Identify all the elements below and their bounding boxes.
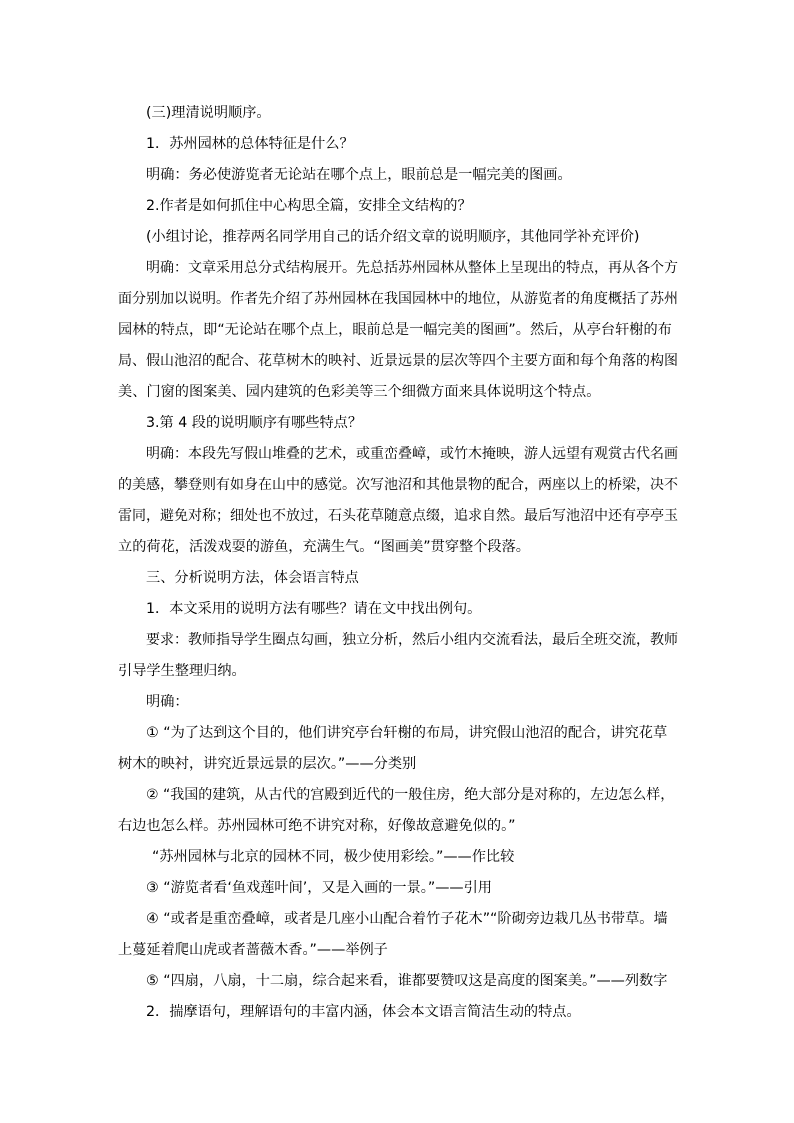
question-2: 2.作者是如何抓住中心构思全篇，安排全文结构的？ <box>146 198 472 214</box>
example-2-line: ② “我国的建筑，从古代的宫殿到近代的一般住房，绝大部分是对称的，左边怎么样， <box>146 787 675 803</box>
requirement-line: 引导学生整理归纳。 <box>118 663 246 679</box>
example-3: ③ “游览者看‘鱼戏莲叶间’，又是入画的一景。”——引用 <box>146 880 492 896</box>
clarify-label: 明确： <box>146 694 189 710</box>
section-heading: (三)理清说明顺序。 <box>146 105 271 121</box>
answer-3-line: 雷同，避免对称；细处也不放过，石头花草随意点缀，追求自然。最后写池沼中还有亭亭玉 <box>118 508 678 524</box>
section-3-heading: 三、分析说明方法，体会语言特点 <box>146 570 359 586</box>
answer-3-line: 明确：本段先写假山堆叠的艺术，或重峦叠嶂，或竹木掩映，游人远望有观赏古代名画 <box>146 446 678 462</box>
example-5: ⑤ “四扇，八扇，十二扇，综合起来看，谁都要赞叹这是高度的图案美。”——列数字 <box>146 973 668 989</box>
answer-2-line: 面分别加以说明。作者先介绍了苏州园林在我国园林中的地位，从游览者的角度概括了苏州 <box>118 291 678 307</box>
example-4-line: ④ “或者是重峦叠嶂，或者是几座小山配合着竹子花木”“阶砌旁边栽几丛书带草。墙 <box>146 911 668 927</box>
methods-question: 1．本文采用的说明方法有哪些？请在文中找出例句。 <box>146 601 482 617</box>
example-2-comparison: “苏州园林与北京的园林不同，极少使用彩绘。”——作比较 <box>152 849 515 865</box>
answer-1: 明确：务必使游览者无论站在哪个点上，眼前总是一幅完美的图画。 <box>146 167 572 183</box>
example-1-line: ① “为了达到这个目的，他们讲究亭台轩榭的布局，讲究假山池沼的配合，讲究花草 <box>146 725 668 741</box>
requirement-line: 要求：教师指导学生圈点勾画，独立分析，然后小组内交流看法，最后全班交流，教师 <box>146 632 678 648</box>
answer-3-line: 立的荷花，活泼戏耍的游鱼，充满生气。“图画美”贯穿整个段落。 <box>118 539 530 555</box>
example-1-line: 树木的映衬，讲究近景远景的层次。”——分类别 <box>118 756 417 772</box>
answer-2-line: 局、假山池沼的配合、花草树木的映衬、近景远景的层次等四个主要方面和每个角落的构图 <box>118 353 678 369</box>
group-discussion-note: (小组讨论，推荐两名同学用自己的话介绍文章的说明顺序，其他同学补充评价) <box>146 229 640 245</box>
answer-2-line: 园林的特点，即“无论站在哪个点上，眼前总是一幅完美的图画”。然后，从亭台轩榭的布 <box>118 322 672 338</box>
answer-3-line: 的美感，攀登则有如身在山中的感觉。次写池沼和其他景物的配合，两座以上的桥梁，决不 <box>118 477 678 493</box>
question-2-sentences: 2．揣摩语句，理解语句的丰富内涵，体会本文语言简洁生动的特点。 <box>146 1004 581 1020</box>
example-4-line: 上蔓延着爬山虎或者蔷薇木香。”——举例子 <box>118 942 388 958</box>
answer-2-line: 美、门窗的图案美、园内建筑的色彩美等三个细微方面来具体说明这个特点。 <box>118 384 601 400</box>
example-2-line: 右边也怎么样。苏州园林可绝不讲究对称，好像故意避免似的。” <box>118 818 516 834</box>
question-3: 3.第 4 段的说明顺序有哪些特点？ <box>146 415 363 431</box>
answer-2-line: 明确：文章采用总分式结构展开。先总括苏州园林从整体上呈现出的特点，再从各个方 <box>146 260 678 276</box>
question-1: 1．苏州园林的总体特征是什么？ <box>146 136 354 152</box>
